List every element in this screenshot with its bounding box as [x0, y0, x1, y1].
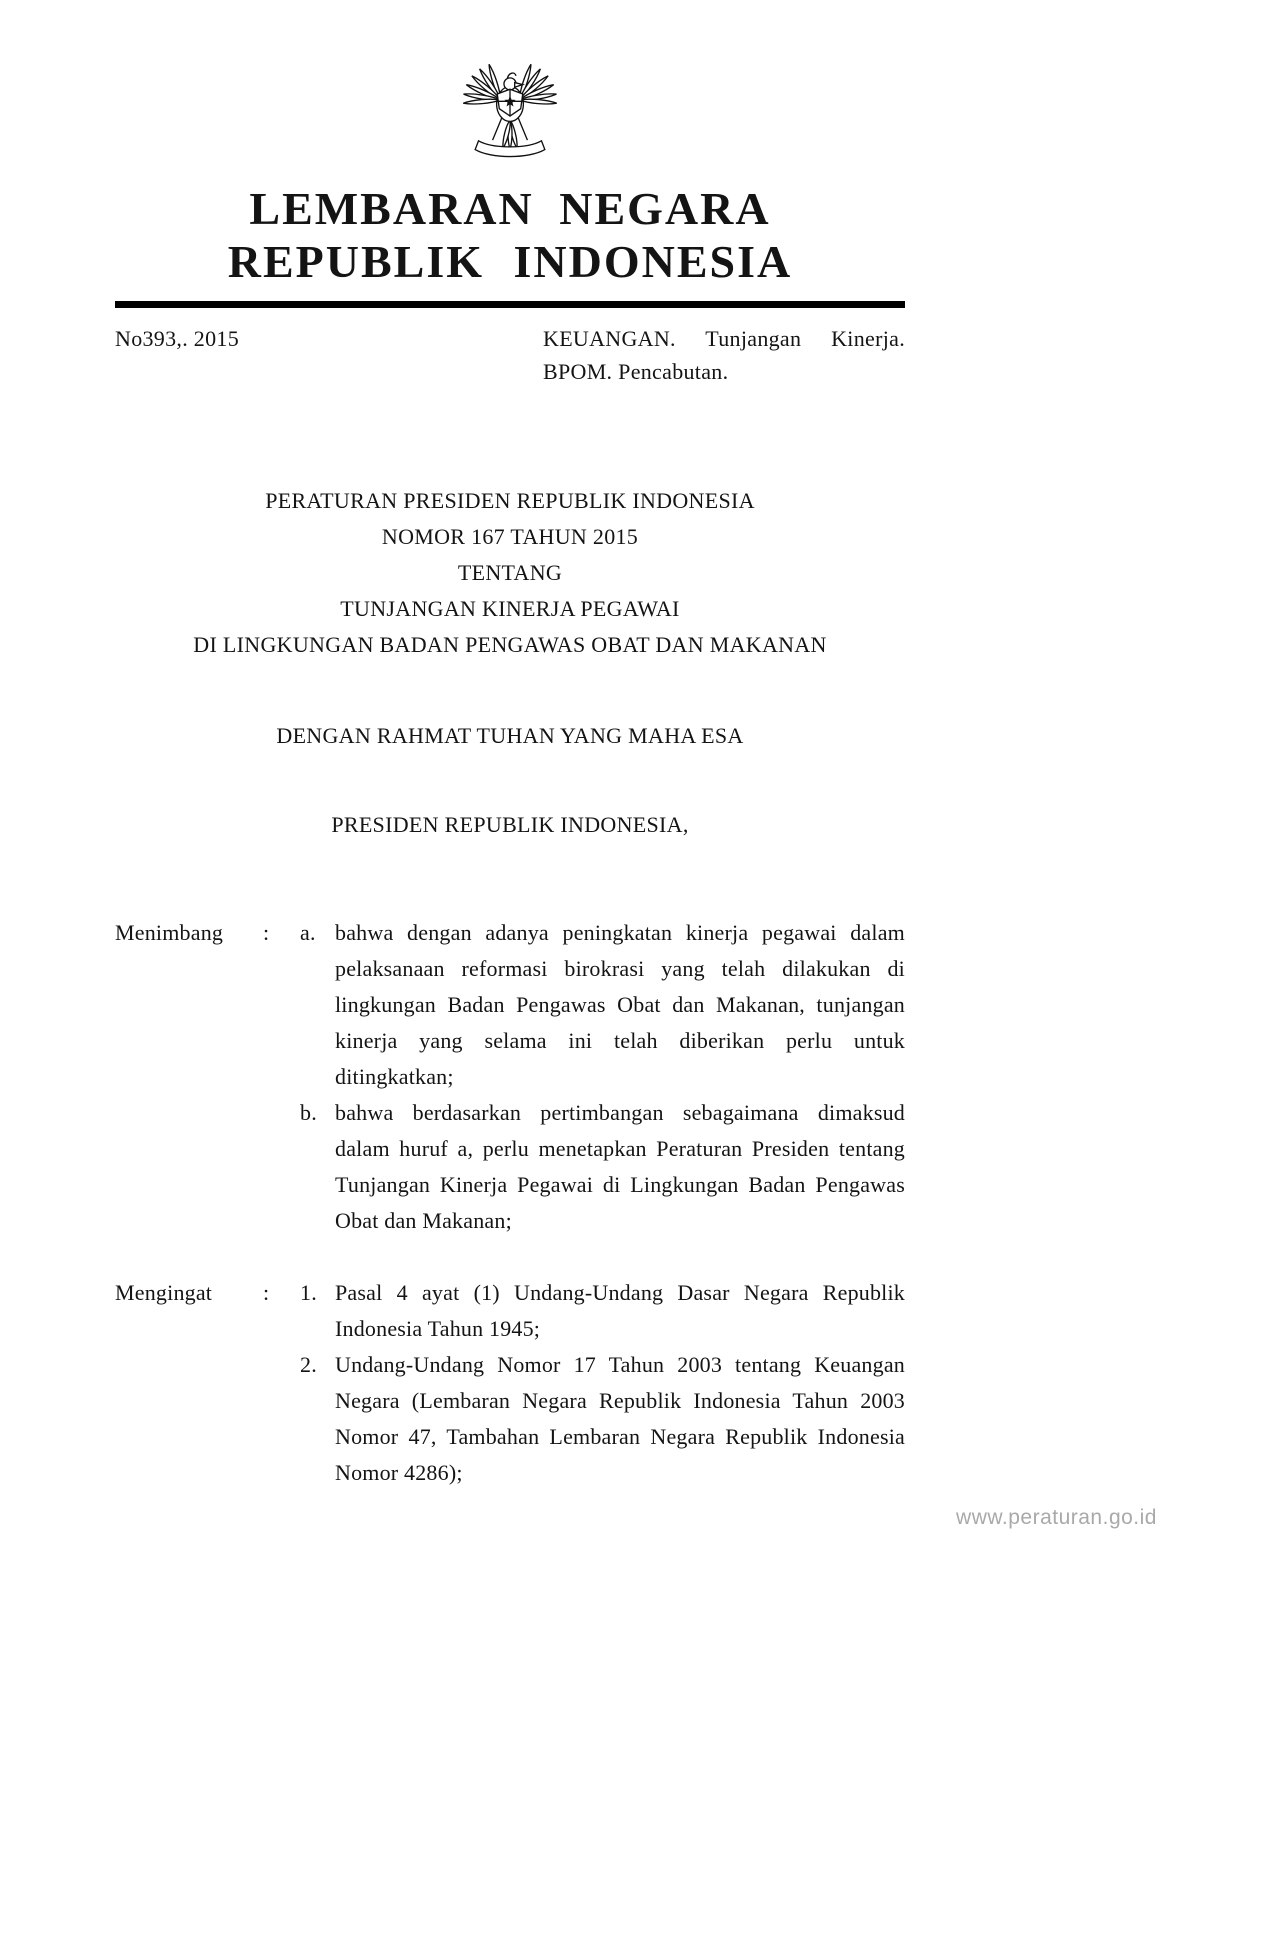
garuda-pancasila-emblem	[115, 42, 905, 172]
item-marker: 2.	[300, 1351, 317, 1377]
clause-colon: :	[263, 919, 270, 945]
section-mengingat	[115, 1275, 905, 1491]
item-text: bahwa berdasarkan pertimbangan sebagaimana dimaksud dalam huruf a, perlu menetapkan Peraturan Presiden tentang Tunjangan Kinerja Pegawai di Lingkungan Badan Pengawas Obat dan Makanan;	[335, 1099, 905, 1233]
clause-item-2	[300, 1347, 905, 1491]
masthead-rule	[115, 301, 905, 308]
gazette-title-line1: LEMBARAN NEGARA	[249, 183, 771, 234]
clause-label: Menimbang	[115, 919, 224, 945]
gazette-number: No393,. 2015	[115, 325, 239, 351]
authority-line: PRESIDEN REPUBLIK INDONESIA,	[331, 811, 689, 837]
item-marker: 1.	[300, 1279, 317, 1305]
item-text: Pasal 4 ayat (1) Undang-Undang Dasar Negara Republik Indonesia Tahun 1945;	[335, 1279, 905, 1341]
clause-colon: :	[263, 1279, 270, 1305]
regulation-title-block	[115, 483, 905, 843]
regulation-title-line-2: NOMOR 167 TAHUN 2015	[381, 523, 639, 549]
clause-item-a	[300, 915, 905, 1095]
regulation-title-line-5: DI LINGKUNGAN BADAN PENGAWAS OBAT DAN MAKANAN	[193, 631, 827, 657]
regulation-title-line-3: TENTANG	[457, 559, 563, 585]
masthead	[115, 42, 905, 388]
gazette-title-line2: REPUBLIK INDONESIA	[227, 236, 793, 288]
regulation-body	[115, 915, 905, 1491]
gazette-meta-row	[115, 322, 905, 388]
section-menimbang	[115, 915, 905, 1239]
clause-item-b	[300, 1095, 905, 1239]
clause-items	[300, 915, 905, 1239]
item-text: Undang-Undang Nomor 17 Tahun 2003 tentang Keuangan Negara (Lembaran Negara Republik Indonesia Tahun 2003 Nomor 47, Tambahan Lembaran Negara Republik Indonesia Nomor 4286);	[335, 1351, 905, 1485]
item-marker: a.	[300, 919, 316, 945]
regulation-title-line-4: TUNJANGAN KINERJA PEGAWAI	[340, 595, 680, 621]
garuda-pancasila-icon	[443, 42, 577, 170]
clause-label: Mengingat	[115, 1279, 213, 1305]
gazette-subject-line1: KEUANGAN. Tunjangan Kinerja.	[543, 325, 905, 351]
site-watermark: www.peraturan.go.id	[956, 1506, 1157, 1529]
clause-items	[300, 1275, 905, 1491]
gazette-subject-line2: BPOM. Pencabutan.	[543, 358, 729, 384]
clause-item-1	[300, 1275, 905, 1347]
regulation-title-line-1: PERATURAN PRESIDEN REPUBLIK INDONESIA	[265, 487, 755, 513]
invocation-line: DENGAN RAHMAT TUHAN YANG MAHA ESA	[276, 722, 744, 748]
gazette-title	[115, 182, 905, 289]
item-marker: b.	[300, 1099, 317, 1125]
gazette-subject	[543, 322, 905, 388]
item-text: bahwa dengan adanya peningkatan kinerja pegawai dalam pelaksanaan reformasi birokrasi yang telah dilakukan di lingkungan Badan Pengawas Obat dan Makanan, tunjangan kinerja yang selama ini telah diberikan perlu untuk ditingkatkan;	[335, 919, 905, 1089]
